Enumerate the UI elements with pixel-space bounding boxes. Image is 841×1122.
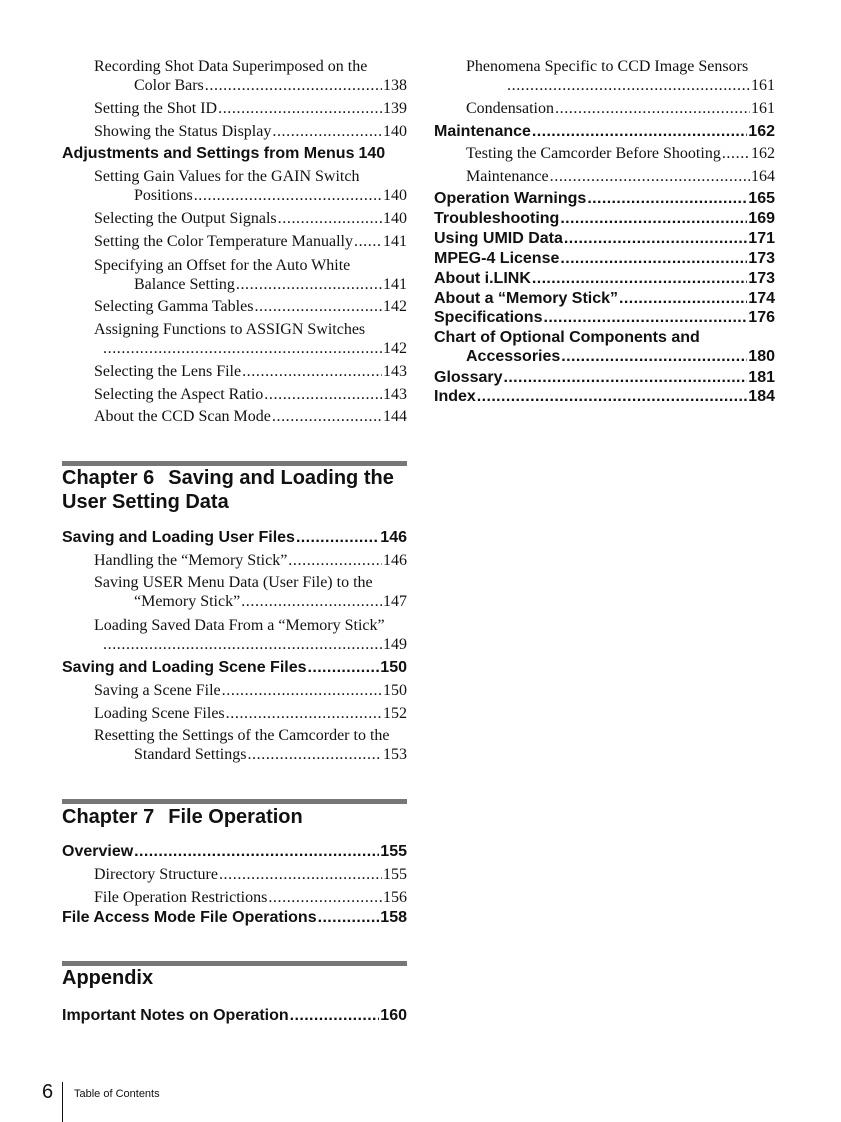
page-number: 181 (748, 369, 775, 386)
dot-leader (103, 339, 382, 358)
entry-text: Showing the Status Display (94, 123, 272, 140)
toc-entry[interactable] (62, 232, 407, 251)
footer-page-number: 6 (42, 1081, 54, 1103)
toc-entry[interactable] (62, 865, 407, 884)
toc-section[interactable] (434, 328, 775, 366)
section-title: Index (434, 388, 476, 405)
toc-entry[interactable] (62, 681, 407, 700)
chapter-divider (62, 799, 407, 804)
page-number: 146 (380, 529, 407, 546)
dot-leader (543, 308, 747, 327)
toc-entry[interactable] (62, 888, 407, 907)
toc-section[interactable] (434, 249, 775, 268)
page-number: 144 (383, 408, 407, 425)
page-number: 140 (383, 210, 407, 227)
chapter-title-line: Saving and Loading the (168, 467, 394, 489)
entry-text: Assigning Functions to ASSIGN Switches (94, 321, 366, 338)
page-number: 162 (748, 123, 775, 140)
page-number: 150 (380, 659, 407, 676)
page-number: 142 (383, 298, 407, 315)
dot-leader (226, 704, 382, 723)
dot-leader (550, 167, 750, 186)
page-number: 158 (380, 909, 407, 926)
entry-text: Selecting the Output Signals (94, 210, 277, 227)
chapter-number: Chapter 7 (62, 806, 155, 828)
section-title: Troubleshooting (434, 210, 560, 227)
page-number: 174 (748, 290, 775, 307)
page-number: 146 (383, 552, 407, 569)
dot-leader (134, 842, 379, 861)
page-number: 160 (380, 1007, 407, 1024)
toc-section[interactable] (434, 189, 775, 208)
section-title: Using UMID Data (434, 230, 563, 247)
dot-leader (222, 681, 382, 700)
section-title: Accessories (466, 348, 561, 365)
page-number: 142 (383, 340, 407, 357)
entry-text: Selecting Gamma Tables (94, 298, 254, 315)
dot-leader (308, 658, 380, 677)
page-number: 143 (383, 386, 407, 403)
entry-text: About the CCD Scan Mode (94, 408, 271, 425)
toc-entry[interactable] (62, 256, 407, 294)
dot-leader (219, 865, 382, 884)
page-number: 140 (383, 187, 407, 204)
entry-text: Saving USER Menu Data (User File) to the (94, 574, 373, 591)
dot-leader (103, 635, 382, 654)
chapter-number: Chapter 6 (62, 467, 155, 489)
entry-text: Selecting the Aspect Ratio (94, 386, 264, 403)
toc-entry[interactable] (62, 167, 407, 205)
chapter-7-title (62, 805, 407, 829)
toc-section[interactable] (62, 908, 407, 927)
dot-leader (503, 368, 747, 387)
dot-leader (218, 99, 382, 118)
section-title: Glossary (434, 369, 503, 386)
page-number: 184 (748, 388, 775, 405)
page-number: 138 (383, 77, 407, 94)
section-title: About a “Memory Stick” (434, 290, 619, 307)
toc-entry[interactable] (434, 167, 775, 186)
page-number: 176 (748, 309, 775, 326)
section-title: Specifications (434, 309, 543, 326)
page-number: 152 (383, 705, 407, 722)
dot-leader (296, 528, 379, 547)
toc-section-adjustments[interactable] (62, 144, 407, 163)
page-number: 155 (380, 843, 407, 860)
chapter-title-line: File Operation (168, 806, 303, 828)
dot-leader (560, 209, 747, 228)
section-title: About i.LINK (434, 270, 531, 287)
entry-text: Testing the Camcorder Before Shooting (466, 145, 721, 162)
toc-section[interactable] (62, 528, 407, 547)
toc-section[interactable] (434, 269, 775, 288)
entry-text: Handling the “Memory Stick” (94, 552, 288, 569)
toc-section[interactable] (434, 209, 775, 228)
toc-section[interactable] (434, 368, 775, 387)
dot-leader (560, 249, 747, 268)
dot-leader (619, 289, 747, 308)
dot-leader (241, 592, 382, 611)
entry-text: Selecting the Lens File (94, 363, 242, 380)
toc-entry[interactable] (62, 551, 407, 570)
toc-section[interactable] (62, 658, 407, 677)
dot-leader (272, 407, 382, 426)
entry-text: Recording Shot Data Superimposed on the (94, 58, 368, 75)
toc-entry[interactable] (62, 122, 407, 141)
dot-leader (532, 269, 747, 288)
toc-entry[interactable] (62, 616, 407, 654)
page-number: 173 (748, 270, 775, 287)
toc-section[interactable] (62, 842, 407, 861)
dot-leader (236, 275, 382, 294)
dot-leader (354, 232, 382, 251)
section-title: Operation Warnings (434, 190, 587, 207)
toc-entry[interactable] (434, 99, 775, 118)
toc-section-maintenance[interactable] (434, 122, 775, 141)
page-number: 153 (383, 746, 407, 763)
section-title: Adjustments and Settings from Menus (62, 145, 355, 162)
dot-leader (194, 186, 382, 205)
toc-entry[interactable] (62, 209, 407, 228)
dot-leader (555, 99, 750, 118)
toc-entry[interactable] (62, 320, 407, 358)
dot-leader (268, 888, 382, 907)
dot-leader (722, 144, 750, 163)
toc-section[interactable] (434, 387, 775, 406)
chapter-6-title (62, 466, 407, 514)
entry-text: Resetting the Settings of the Camcorder to the (94, 727, 390, 744)
page-number: 180 (748, 348, 775, 365)
toc-entry[interactable] (62, 573, 407, 611)
toc-entry[interactable] (62, 726, 407, 764)
toc-section[interactable] (62, 1006, 407, 1025)
toc-entry[interactable] (62, 362, 407, 381)
dot-leader (242, 362, 382, 381)
page-number: 141 (383, 233, 407, 250)
dot-leader (561, 347, 747, 366)
footer-section-label: Table of Contents (74, 1088, 160, 1100)
section-title: Overview (62, 843, 134, 860)
section-title: Saving and Loading Scene Files (62, 659, 307, 676)
page-number: 173 (748, 250, 775, 267)
toc-entry[interactable] (62, 385, 407, 404)
toc-entry[interactable] (62, 99, 407, 118)
page-number: 169 (748, 210, 775, 227)
page-number: 156 (383, 889, 407, 906)
dot-leader (288, 551, 382, 570)
section-title: Maintenance (434, 123, 531, 140)
entry-text: Directory Structure (94, 866, 218, 883)
section-title: MPEG-4 License (434, 250, 560, 267)
page-number: 149 (383, 636, 407, 653)
entry-text: Setting Gain Values for the GAIN Switch (94, 168, 360, 185)
page-number: 147 (383, 593, 407, 610)
section-title: File Access Mode File Operations (62, 909, 317, 926)
dot-leader (278, 209, 382, 228)
chapter-title-line: Appendix (62, 967, 154, 989)
entry-text: Saving a Scene File (94, 682, 221, 699)
entry-text: Phenomena Specific to CCD Image Sensors (466, 58, 749, 75)
page-number: 143 (383, 363, 407, 380)
toc-entry[interactable] (434, 57, 775, 95)
entry-text: Color Bars (134, 77, 204, 94)
toc-section[interactable] (434, 308, 775, 327)
entry-text: Condensation (466, 100, 554, 117)
page-number: 171 (748, 230, 775, 247)
entry-text: Loading Scene Files (94, 705, 225, 722)
toc-entry[interactable] (62, 704, 407, 723)
page-number: 162 (751, 145, 775, 162)
entry-text: Positions (134, 187, 193, 204)
page-number: 161 (751, 77, 775, 94)
dot-leader (254, 297, 382, 316)
dot-leader (318, 908, 380, 927)
toc-entry[interactable] (62, 407, 407, 426)
dot-leader (564, 229, 747, 248)
toc-section[interactable] (434, 289, 775, 308)
entry-text: Setting the Shot ID (94, 100, 218, 117)
dot-leader (205, 76, 382, 95)
entry-text: Balance Setting (134, 276, 235, 293)
page-number: 139 (383, 100, 407, 117)
section-title: Saving and Loading User Files (62, 529, 295, 546)
dot-leader (477, 387, 748, 406)
footer-divider (62, 1082, 63, 1122)
appendix-title (62, 966, 407, 990)
entry-text: Maintenance (466, 168, 549, 185)
entry-text: Standard Settings (134, 746, 247, 763)
page-number: 165 (748, 190, 775, 207)
dot-leader (587, 189, 747, 208)
toc-section[interactable] (434, 229, 775, 248)
toc-entry[interactable] (434, 144, 775, 163)
page-number: 161 (751, 100, 775, 117)
dot-leader (290, 1006, 380, 1025)
toc-entry[interactable] (62, 297, 407, 316)
toc-entry[interactable] (62, 57, 407, 95)
dot-leader (532, 122, 747, 141)
entry-text: “Memory Stick” (134, 593, 241, 610)
dot-leader (272, 122, 382, 141)
entry-text: Setting the Color Temperature Manually (94, 233, 353, 250)
entry-text: Specifying an Offset for the Auto White (94, 257, 351, 274)
chapter-title-line: User Setting Data (62, 491, 229, 513)
dot-leader (264, 385, 382, 404)
page-number: 155 (383, 866, 407, 883)
dot-leader (247, 745, 382, 764)
dot-leader (507, 76, 750, 95)
page-number: 164 (751, 168, 775, 185)
section-title: Chart of Optional Components and (434, 329, 700, 346)
page-number: 140 (358, 145, 386, 162)
section-title: Important Notes on Operation (62, 1007, 289, 1024)
entry-text: File Operation Restrictions (94, 889, 268, 906)
page-number: 141 (383, 276, 407, 293)
page-number: 140 (383, 123, 407, 140)
page-number: 150 (383, 682, 407, 699)
entry-text: Loading Saved Data From a “Memory Stick” (94, 617, 385, 634)
